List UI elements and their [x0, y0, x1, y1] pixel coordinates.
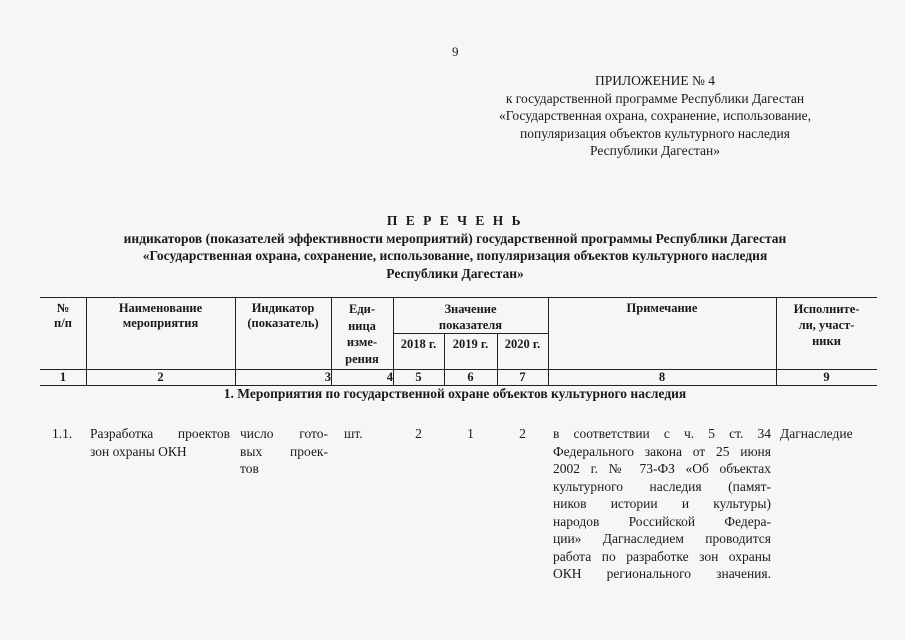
header-text: Индикатор: [251, 301, 315, 315]
header-text: Наименование: [118, 301, 203, 315]
header-unit: [331, 301, 393, 367]
header-text: (показатель): [247, 316, 319, 330]
header-text: мероприятия: [122, 316, 199, 330]
row-indicator: [240, 425, 328, 478]
cell-line: зон охраны ОКН: [90, 443, 187, 459]
title-line: Республики Дагестан»: [386, 265, 524, 281]
cell-line: ников истории и культуры): [553, 496, 771, 511]
cell-line: в соответствии с ч. 5 ст. 34: [553, 426, 771, 441]
row-value-2019: 1: [467, 426, 474, 441]
header-number: [40, 301, 86, 331]
header-year-2019: 2019 г.: [452, 337, 489, 351]
row-value-2018: 2: [415, 426, 422, 441]
row-unit: шт.: [344, 426, 363, 441]
cell-line: народов Российской Федера-: [553, 513, 771, 529]
cell-line: культурного наследия (памят-: [553, 478, 771, 494]
header-event-name: [86, 301, 235, 331]
cell-line: Разработка проектов: [90, 426, 230, 441]
row-event-name: [90, 425, 230, 460]
appendix-line: ПРИЛОЖЕНИЕ № 4: [594, 73, 716, 88]
row-value-2020: 2: [519, 426, 526, 441]
column-number: 9: [823, 370, 830, 384]
header-year-2018: 2018 г.: [400, 337, 437, 351]
header-executors: [776, 301, 877, 349]
title-line: П Е Р Е Ч Е Н Ь: [386, 213, 524, 228]
header-indicator: [235, 301, 331, 331]
column-number: 5: [415, 370, 422, 384]
title-line: «Государственная охрана, сохранение, использование, популяризация объектов культурного наследия: [142, 248, 768, 263]
column-number: 1: [59, 370, 67, 384]
page-number: 9: [452, 44, 459, 59]
cell-line: 2002 г. № 73-ФЗ «Об объектах: [553, 461, 771, 476]
document-title: [40, 212, 870, 282]
header-value-group: [393, 301, 548, 333]
row-number: 1.1.: [52, 426, 73, 441]
title-line: индикаторов (показателей эффективности мероприятий) государственной программы Республики Дагестан: [123, 230, 787, 246]
header-text: п/п: [54, 316, 72, 330]
appendix-line: Республики Дагестан»: [589, 143, 720, 158]
cell-line: работа по разработке зон охраны: [553, 548, 771, 564]
section-title: 1. Мероприятия по государственной охране объектов культурного наследия: [223, 386, 687, 401]
header-text: Еди-: [348, 302, 376, 316]
header-text: ли, участ-: [798, 318, 855, 332]
grid-line: [40, 297, 877, 298]
cell-line: вых проек-: [240, 443, 328, 459]
cell-line: тов: [240, 461, 259, 476]
column-number: 6: [467, 370, 474, 384]
row-note: [553, 425, 771, 583]
header-text: рения: [345, 351, 379, 366]
cell-line: число гото-: [240, 426, 328, 441]
appendix-line: популяризация объектов культурного наследия: [520, 125, 790, 141]
header-text: ники: [812, 334, 841, 348]
header-text: изме-: [346, 335, 378, 349]
appendix-line: «Государственная охрана, сохранение, использование,: [498, 108, 812, 123]
row-executor: Дагнаследие: [780, 426, 853, 441]
header-text: Значение: [444, 302, 497, 316]
cell-line: ОКН регионального значения.: [553, 566, 771, 581]
column-number: 7: [519, 370, 526, 384]
header-text: ница: [348, 318, 376, 333]
appendix-line: к государственной программе Республики Дагестан: [505, 90, 805, 106]
header-text: Исполните-: [793, 302, 860, 316]
column-number: 4: [386, 370, 393, 384]
grid-line: [393, 333, 548, 334]
column-number: 2: [157, 370, 164, 384]
header-year-2020: 2020 г.: [504, 337, 541, 351]
header-note: Примечание: [626, 301, 698, 315]
header-text: показателя: [438, 318, 503, 332]
appendix-header: [470, 72, 840, 160]
header-text: №: [56, 301, 70, 315]
cell-line: ции» Дагнаследием проводится: [553, 531, 771, 546]
cell-line: Федерального закона от 25 июня: [553, 443, 771, 459]
column-number: 8: [658, 370, 666, 384]
column-number: 3: [324, 370, 331, 384]
